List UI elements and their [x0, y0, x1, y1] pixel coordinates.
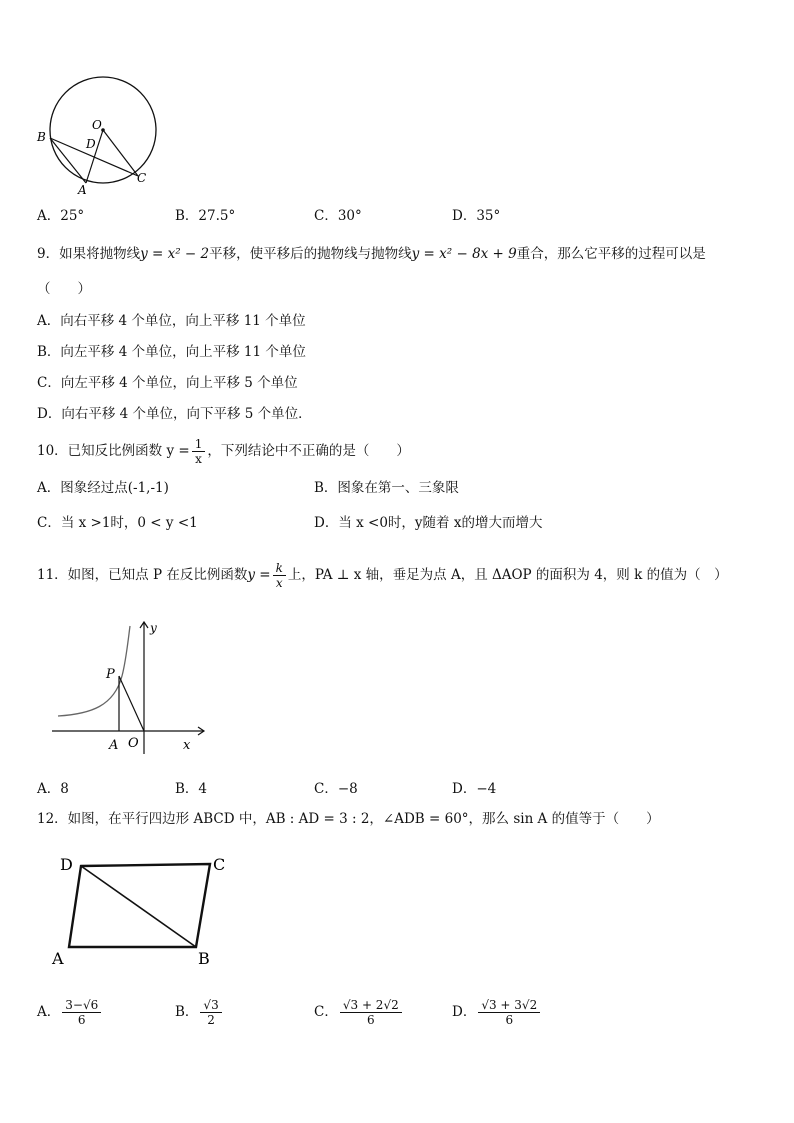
q11-label-O: O — [128, 736, 139, 751]
q11-figure — [46, 616, 211, 760]
q10-suffix: ，下列结论中不正确的是（ ） — [207, 443, 410, 459]
q9-paren: （ ） — [37, 281, 91, 297]
q11-frac-num: k — [273, 561, 286, 576]
q10-frac-den: x — [195, 452, 202, 466]
q12-parallelogram — [69, 864, 210, 947]
q10-option-b: B．图象在第一、三象限 — [314, 480, 459, 496]
q9-option-b: B．向左平移 4 个单位，向上平移 11 个单位 — [37, 344, 306, 360]
q11-lhs: y = — [247, 567, 271, 583]
q8-label-A: A — [78, 183, 87, 197]
q12-option-b-num: √3 — [200, 998, 221, 1013]
q8-label-O: O — [92, 118, 102, 132]
q12-option-a — [37, 992, 103, 1032]
q12-option-c-frac — [340, 998, 402, 1027]
q12-option-c-label: C． — [314, 1004, 338, 1020]
q10-stem — [37, 434, 410, 468]
q12-option-b-frac — [200, 998, 221, 1027]
q12-option-c-num: √3 + 2√2 — [340, 998, 402, 1013]
q10-option-a: A．图象经过点(-1,-1) — [37, 480, 169, 496]
q12-stem: 12．如图，在平行四边形 ABCD 中，AB : AD = 3 : 2，∠ADB = 60°，那么 sin A 的值等于（ ） — [37, 811, 660, 827]
q11-label-A: A — [109, 738, 119, 753]
q11-suffix: 上，PA ⊥ x 轴，垂足为点 A，且 ΔAOP 的面积为 4，则 k 的值为（ ） — [287, 567, 728, 583]
q11-frac-den: x — [275, 576, 283, 590]
q8-radius-OC — [103, 130, 138, 176]
q9-option-d: D．向右平移 4 个单位，向下平移 5 个单位． — [37, 406, 312, 422]
q11-option-b: B．4 — [175, 781, 208, 797]
q12-figure — [48, 848, 238, 972]
q11-prefix: 11．如图，已知点 P 在反比例函数 — [37, 567, 248, 583]
q11-stem — [37, 558, 728, 592]
q12-label-A: A — [52, 949, 64, 968]
q12-label-D: D — [60, 855, 73, 874]
q12-label-B: B — [198, 949, 210, 968]
q12-option-a-den: 6 — [77, 1013, 86, 1027]
q12-option-c — [314, 992, 404, 1032]
q11-label-P: P — [106, 667, 115, 682]
q9-eq2: y = x² − 8x + 9 — [411, 246, 517, 262]
q10-frac-num: 1 — [192, 437, 206, 452]
q8-option-d: D．35° — [452, 208, 501, 224]
q10-prefix: 10．已知反比例函数 y = — [37, 443, 190, 459]
q8-option-a: A．25° — [37, 208, 85, 224]
q9-mid: 平移，使平移后的抛物线与抛物线 — [209, 246, 412, 262]
q10-option-d: D．当 x <0时，y随着 x的增大而增大 — [314, 515, 543, 531]
q8-label-B: B — [37, 130, 46, 144]
q12-option-c-den: 6 — [366, 1013, 375, 1027]
q9-option-a: A．向右平移 4 个单位，向上平移 11 个单位 — [37, 313, 306, 329]
q12-option-d — [452, 992, 542, 1032]
q8-figure — [34, 74, 164, 198]
q8-option-c: C．30° — [314, 208, 362, 224]
q12-option-d-den: 6 — [505, 1013, 514, 1027]
q12-option-a-frac — [62, 998, 101, 1027]
q10-option-c: C．当 x >1时，0 < y <1 — [37, 515, 198, 531]
q12-option-d-frac — [478, 998, 540, 1027]
q9-option-c: C．向左平移 4 个单位，向上平移 5 个单位 — [37, 375, 298, 391]
q11-segment-PO — [119, 676, 144, 731]
q11-fraction — [273, 561, 286, 590]
q9-prefix: 9．如果将抛物线 — [37, 246, 141, 262]
q12-diagonal-DB — [81, 866, 196, 947]
q10-fraction — [192, 437, 206, 466]
q8-chord-BA — [50, 138, 86, 183]
q12-option-d-label: D． — [452, 1004, 477, 1020]
q8-label-D: D — [86, 137, 96, 151]
q11-option-c: C．−8 — [314, 781, 358, 797]
q11-label-y: y — [150, 621, 157, 635]
q12-option-b-label: B． — [175, 1004, 199, 1020]
q11-label-x: x — [183, 738, 191, 753]
q9-eq1: y = x² − 2 — [140, 246, 210, 262]
q12-option-b-den: 2 — [207, 1013, 215, 1027]
q12-option-a-label: A． — [37, 1004, 61, 1020]
q12-option-b — [175, 992, 224, 1032]
q12-label-C: C — [213, 855, 226, 874]
q11-option-a: A．8 — [37, 781, 69, 797]
q9-stem — [37, 245, 706, 263]
q11-option-d: D．−4 — [452, 781, 497, 797]
q8-label-C: C — [137, 171, 147, 185]
q12-option-a-num: 3−√6 — [62, 998, 101, 1013]
q8-option-b: B．27.5° — [175, 208, 236, 224]
q9-suffix: 重合，那么它平移的过程可以是 — [516, 246, 706, 262]
q12-option-d-num: √3 + 3√2 — [478, 998, 540, 1013]
